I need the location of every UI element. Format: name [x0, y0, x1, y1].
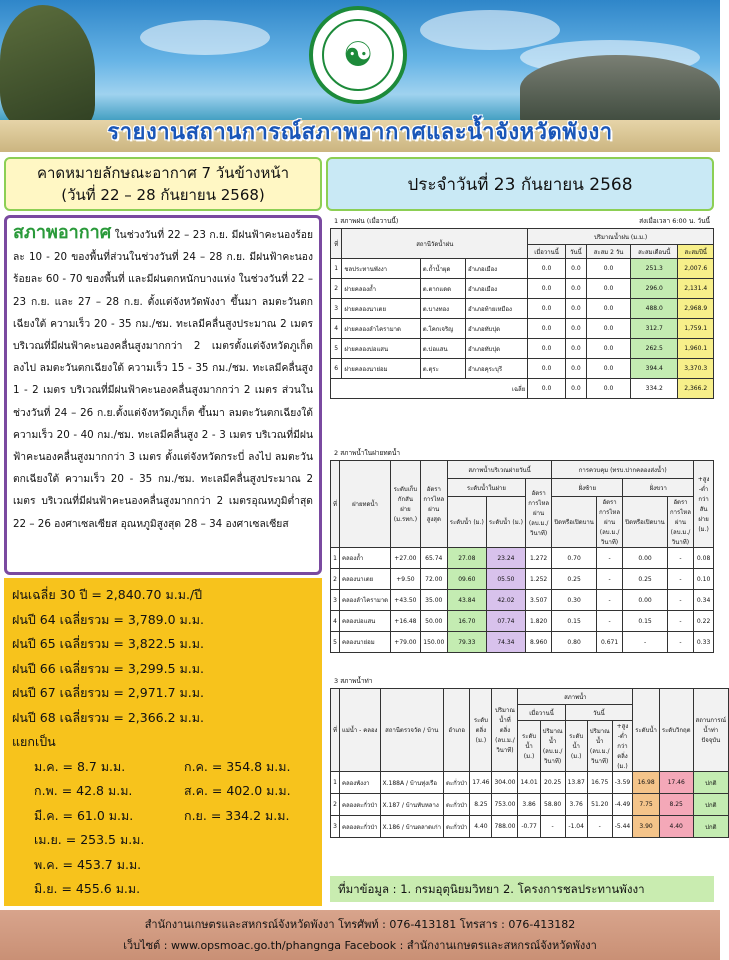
table-cell: 0.0 [565, 379, 586, 399]
table-cell: 72.00 [420, 569, 447, 590]
footer-links: เว็บไซต์ : www.opsmoac.go.th/phangnga Facebook : สำนักงานเกษตรและสหกรณ์จังหวัดพังงา [123, 939, 597, 952]
footer [0, 910, 720, 960]
table-cell: 0.33 [694, 632, 714, 653]
table-cell: ปกติ [693, 816, 729, 838]
header-banner [0, 0, 720, 152]
table-header: ปริมาณน้ำ (ลบ.ม./วินาที) [540, 721, 565, 772]
table-row [331, 299, 714, 319]
table-cell: ต.บางทอง [420, 299, 465, 319]
table-row [331, 794, 729, 816]
table-cell: 0.0 [565, 359, 586, 379]
table-cell: 16.70 [447, 611, 486, 632]
table-cell: อำเภอเมือง [465, 279, 527, 299]
table-cell: คลองบ่อแสน [339, 611, 390, 632]
table-header: สถานการณ์น้ำท่าปัจจุบัน [693, 689, 729, 772]
table-cell: - [667, 569, 693, 590]
rain-line: ฝนปี 64 เฉลี่ยรวม = 3,789.0 ม.ม. [12, 611, 204, 627]
table-cell: คลองลำไครามาด [339, 590, 390, 611]
table-cell: 8.25 [659, 794, 693, 816]
month-rain: ส.ค. = 402.0 ม.ม. [184, 783, 291, 798]
table-cell: ต.ตากแดด [420, 279, 465, 299]
table-cell: 0.0 [528, 279, 566, 299]
month-rain: มิ.ย. = 455.6 ม.ม. [34, 881, 141, 896]
table-cell: 17.46 [659, 772, 693, 794]
table-row [331, 339, 714, 359]
table-cell: 2,007.6 [678, 259, 714, 279]
table-cell: 4.40 [470, 816, 492, 838]
table-header: ฝั่งซ้าย [552, 479, 623, 497]
table-header: เมื่อวานนี้ [518, 705, 565, 721]
table-cell: คลองพังงา [339, 772, 380, 794]
table-cell: 3 [331, 299, 342, 319]
table-cell: 16.98 [633, 772, 660, 794]
table-cell: 2 [331, 279, 342, 299]
table-cell: 0.25 [552, 569, 597, 590]
table-cell: 8.25 [470, 794, 492, 816]
table-header: สะสมปีนี้ [678, 245, 714, 259]
table-cell: อำเภอทับปุด [465, 319, 527, 339]
rain-line: ฝนปี 68 เฉลี่ยรวม = 2,366.2 ม.ม. [12, 709, 204, 725]
table-row [331, 632, 714, 653]
table-header: ฝายทดน้ำ [339, 461, 390, 548]
table-cell: ต.โคกเจริญ [420, 319, 465, 339]
table-header: อัตราการไหลผ่าน (ลบ.ม./วินาที) [667, 497, 693, 548]
table-cell: -1.04 [565, 816, 587, 838]
table-cell: 1 [331, 772, 340, 794]
table-cell: คลองถ้ำ [339, 548, 390, 569]
table-cell: 0.0 [565, 339, 586, 359]
month-rain [162, 877, 312, 902]
avg-label: เฉลี่ย [331, 379, 528, 399]
table-cell: - [667, 611, 693, 632]
table-cell: 488.0 [631, 299, 678, 319]
table-cell: 50.00 [420, 611, 447, 632]
table-cell: - [667, 590, 693, 611]
table-cell: 2,968.9 [678, 299, 714, 319]
table-cell: อำเภอคุระบุรี [465, 359, 527, 379]
table-header: ระดับน้ำ (ม.) [447, 497, 486, 548]
table-header: วันนี้ [565, 245, 586, 259]
data-source: ที่มาข้อมูล : 1. กรมอุตุนิยมวิทยา 2. โครงการชลประทานพังงา [330, 876, 714, 902]
weather-body: ในช่วงวันที่ 22 – 23 ก.ย. มีฝนฟ้าคะนองร้อยละ 10 - 20 ของพื้นที่ส่วนในช่วงวันที่ 24 – 28 ก.ย. มีฝนฟ้าคะนองร้อยละ 60 - 70 ของพื้นที่ และมีฝนตกหนักบางแห่ง ในช่วงวันที่ 22 – 23 ก.ย. และ 27 – 28 ก.ย. ตั้งแต่จังหวัดพังงา ขึ้นมา ลมตะวันตกเฉียงใต้ ความเร็ว 20 - 35 กม./ชม. ทะเลมีคลื่นสูงประมาณ 2 เมตร บริเวณที่มีฝนฟ้าคะนองคลื่นสูงมากกว่า 2 เมตรตั้งแต่จังหวัดภูเก็ต ลงไป ลมตะวันตกเฉียงใต้ ความเร็ว 15 - 35 กม./ชม. ทะเลมีคลื่นสูง 1 - 2 เมตร บริเวณที่มีฝนฟ้าคะนองคลื่นสูงมากกว่า 2 เมตร ส่วนในช่วงวันที่ 24 – 26 ก.ย.ตั้งแต่จังหวัดภูเก็ต ขึ้นมา ลมตะวันตกเฉียงใต้ ความเร็ว 20 - 40 กม./ชม. ทะเลมีคลื่นสูง 2 - 3 เมตร บริเวณที่มีฝนฟ้าคะนองคลื่นสูงมากกว่า 3 เมตร ตั้งแต่จังหวัดกระบี่ ลงไป ลมตะวันตกเฉียงใต้ ความเร็ว 20 - 35 กม./ชม. ทะเลมีคลื่นสูงประมาณ 2 เมตร บริเวณที่มีฝนฟ้าคะนองคลื่นสูงมากกว่า 2 เมตรอุณหภูมิต่ำสุด 22 – 26 องศาเซลเซียส อุณหภูมิสูงสุด 28 – 34 องศาเซลเซียส [13, 229, 313, 530]
table-cell: 788.00 [492, 816, 518, 838]
table-cell: 43.84 [447, 590, 486, 611]
table-cell: คลองนาเตย [339, 569, 390, 590]
table-cell: คลองนาย่อม [339, 632, 390, 653]
table-cell: 5 [331, 339, 342, 359]
table-cell: 304.00 [492, 772, 518, 794]
table-header: สภาพน้ำบริเวณฝายวันนี้ [447, 461, 552, 479]
table-row [331, 816, 729, 838]
table-header: ที่ [331, 229, 342, 259]
table-cell: -5.44 [612, 816, 633, 838]
table-cell: 0.0 [586, 379, 630, 399]
table-cell: +9.50 [391, 569, 421, 590]
section-title: 1 สภาพฝน (เมื่อวานนี้) [334, 217, 399, 225]
table-cell: - [596, 590, 622, 611]
table-cell: 0.0 [586, 299, 630, 319]
table-cell: 0.15 [552, 611, 597, 632]
table-cell: 0.0 [528, 359, 566, 379]
table-row [331, 548, 714, 569]
table-cell: 0.0 [528, 259, 566, 279]
table-cell: ต.บ่อแสน [420, 339, 465, 359]
table-cell: 3 [331, 816, 340, 838]
table-row [331, 259, 714, 279]
table-cell: 3.90 [633, 816, 660, 838]
table-header: +สูง -ต่ำกว่าตลิ่ง (ม.) [612, 721, 633, 772]
table-cell: 0.10 [694, 569, 714, 590]
weir-table [330, 460, 714, 653]
table-header: สะสมเดือนนี้ [631, 245, 678, 259]
rain-line: ฝนปี 65 เฉลี่ยรวม = 3,822.5 ม.ม. [12, 636, 204, 651]
table-cell: 334.2 [631, 379, 678, 399]
cloud-decor [420, 10, 560, 50]
ministry-seal-icon: ☯ [309, 6, 407, 104]
footer-contact: สำนักงานเกษตรและสหกรณ์จังหวัดพังงา โทรศัพท์ : 076-413181 โทรสาร : 076-413182 [144, 918, 576, 931]
table-cell: 16.75 [587, 772, 612, 794]
table-cell: ปกติ [693, 794, 729, 816]
table-header: ปริมาณน้ำที่ตลิ่ง (ลบ.ม./วินาที) [492, 689, 518, 772]
table-cell: 0.0 [586, 339, 630, 359]
table-cell: 0.0 [528, 319, 566, 339]
table-cell: คลองตะกั่วป่า [339, 816, 380, 838]
table-cell: 20.25 [540, 772, 565, 794]
table-cell: ตะกั่วป่า [443, 794, 469, 816]
table-header: ปริมาณน้ำ (ลบ.ม./วินาที) [587, 721, 612, 772]
table-cell: 1 [331, 548, 340, 569]
table-cell: X.187 / บ้านทับหลาง [380, 794, 443, 816]
table-cell: 0.0 [586, 359, 630, 379]
weather-description [4, 215, 322, 575]
table-cell: 4 [331, 611, 340, 632]
section-title: 3 สภาพน้ำท่า [334, 677, 373, 685]
month-rain: มี.ค. = 61.0 ม.ม. [34, 807, 134, 823]
table-cell: 0.0 [528, 299, 566, 319]
table-cell: +27.00 [391, 548, 421, 569]
table-header: ที่ [331, 461, 340, 548]
table-cell: ฝายคลองนาย่อม [342, 359, 420, 379]
table-header: ปิดหรือเปิดบาน [623, 497, 668, 548]
rain-line: ฝนเฉลี่ย 30 ปี = 2,840.70 ม.ม./ปี [12, 587, 203, 602]
table-cell: 51.20 [587, 794, 612, 816]
table-cell: 0.22 [694, 611, 714, 632]
page-title: รายงานสถานการณ์สภาพอากาศและน้ำจังหวัดพังงา [107, 120, 613, 145]
table-row [331, 569, 714, 590]
table-cell: 0.00 [623, 548, 668, 569]
table-cell: 0.80 [552, 632, 597, 653]
table-header: อัตราการไหลผ่าน (ลบ.ม./วินาที) [596, 497, 622, 548]
table-header: ระดับน้ำ [633, 689, 660, 772]
table-cell: 0.0 [565, 279, 586, 299]
table-cell: 27.08 [447, 548, 486, 569]
table-cell: 3 [331, 590, 340, 611]
rain-section [330, 214, 714, 399]
island-rock-decor [0, 5, 95, 130]
table-cell: 0.15 [623, 611, 668, 632]
table-cell: ฝายคลองนาเตย [342, 299, 420, 319]
table-cell: ต.ถ้ำน้ำผุด [420, 259, 465, 279]
table-cell: 312.7 [631, 319, 678, 339]
table-cell: 2,366.2 [678, 379, 714, 399]
table-cell: 0.30 [552, 590, 597, 611]
month-rain: เม.ย. = 253.5 ม.ม. [34, 832, 145, 847]
table-cell: 3.507 [525, 590, 551, 611]
table-cell: - [596, 548, 622, 569]
rain-line: แยกเป็น [12, 734, 56, 749]
table-cell: 13.87 [565, 772, 587, 794]
table-cell: 23.24 [486, 548, 525, 569]
table-cell: ปกติ [693, 772, 729, 794]
table-cell: 14.01 [518, 772, 540, 794]
table-header: ระดับน้ำ (ม.) [486, 497, 525, 548]
table-cell: 296.0 [631, 279, 678, 299]
table-cell: -3.59 [612, 772, 633, 794]
runoff-table [330, 688, 729, 838]
table-cell: 5 [331, 632, 340, 653]
table-cell: 0.34 [694, 590, 714, 611]
section-title: 2 สภาพน้ำในฝายทดน้ำ [334, 449, 400, 457]
forecast-line-2: (วันที่ 22 – 28 กันยายน 2568) [61, 186, 265, 204]
table-cell: ฝายคลองถ้ำ [342, 279, 420, 299]
table-cell: 09.60 [447, 569, 486, 590]
table-cell: 2,131.4 [678, 279, 714, 299]
rain-line: ฝนปี 66 เฉลี่ยรวม = 3,299.5 ม.ม. [12, 660, 204, 676]
time-note: ส่งเมื่อเวลา 6:00 น. วันนี้ [639, 217, 710, 225]
table-cell: 74.34 [486, 632, 525, 653]
table-header: การควบคุม (ทรบ.ปากคลองส่งน้ำ) [552, 461, 694, 479]
rain-line: ฝนปี 67 เฉลี่ยรวม = 2,971.7 ม.ม. [12, 685, 204, 700]
table-cell: 4 [331, 319, 342, 339]
forecast-heading [4, 157, 322, 211]
table-header: วันนี้ [565, 705, 633, 721]
table-cell: 1.820 [525, 611, 551, 632]
table-cell: 0.0 [586, 259, 630, 279]
table-cell: 05.50 [486, 569, 525, 590]
table-cell: 6 [331, 359, 342, 379]
table-cell: ฝายคลองบ่อแสน [342, 339, 420, 359]
table-cell: ตะกั่วป่า [443, 816, 469, 838]
month-rain: ก.ค. = 354.8 ม.ม. [184, 758, 291, 774]
table-cell: - [667, 632, 693, 653]
table-cell: 0.00 [623, 590, 668, 611]
table-cell: 07.74 [486, 611, 525, 632]
table-cell: 3.76 [565, 794, 587, 816]
rain-table [330, 228, 714, 399]
data-report-document [330, 214, 727, 874]
table-header: สภาพน้ำ [518, 689, 633, 705]
table-cell: ชลประทานพังงา [342, 259, 420, 279]
table-cell: 1.272 [525, 548, 551, 569]
month-rain: พ.ค. = 453.7 ม.ม. [34, 856, 142, 872]
table-cell: 3.86 [518, 794, 540, 816]
table-cell: 2 [331, 569, 340, 590]
table-cell: 0.70 [552, 548, 597, 569]
table-cell: 394.4 [631, 359, 678, 379]
weir-section [330, 446, 714, 653]
table-header: อัตราการไหลผ่านสูงสุด [420, 461, 447, 548]
table-cell: 65.74 [420, 548, 447, 569]
table-cell: 7.75 [633, 794, 660, 816]
table-cell: 0.08 [694, 548, 714, 569]
table-cell: 0.0 [586, 319, 630, 339]
table-row [331, 772, 729, 794]
table-cell: คลองตะกั่วป่า [339, 794, 380, 816]
table-cell: อำเภอทับปุด [465, 339, 527, 359]
table-cell: 150.00 [420, 632, 447, 653]
table-row [331, 590, 714, 611]
month-rain: ก.ย. = 334.2 ม.ม. [184, 807, 290, 823]
table-cell: X.188A / บ้านทุ่งเรือ [380, 772, 443, 794]
table-cell: 0.0 [565, 319, 586, 339]
monthly-rain-grid [12, 755, 314, 902]
table-cell: X.186 / บ้านตลาดเก่า [380, 816, 443, 838]
table-cell: 42.02 [486, 590, 525, 611]
table-header: ระดับเก็บกักสันฝาย (ม.รทก.) [391, 461, 421, 548]
table-cell: 2 [331, 794, 340, 816]
table-cell: อำเภอเมือง [465, 259, 527, 279]
table-cell: 0.0 [586, 279, 630, 299]
table-cell: 3,370.3 [678, 359, 714, 379]
table-cell: 1 [331, 259, 342, 279]
table-cell: 4.40 [659, 816, 693, 838]
month-rain: ก.พ. = 42.8 ม.ม. [34, 783, 133, 798]
rainfall-summary [4, 578, 322, 906]
month-rain [162, 828, 312, 853]
table-header: อำเภอ [443, 689, 469, 772]
runoff-section [330, 674, 727, 838]
table-cell: 35.00 [420, 590, 447, 611]
table-cell: +79.00 [391, 632, 421, 653]
table-header: ที่ [331, 689, 340, 772]
table-header: สถานีวัดน้ำฝน [342, 229, 528, 259]
table-cell: 1,960.1 [678, 339, 714, 359]
table-cell: - [540, 816, 565, 838]
table-header: ระดับน้ำ (ม.) [518, 721, 540, 772]
table-cell: - [667, 548, 693, 569]
table-header: สะสม 2 วัน [586, 245, 630, 259]
table-cell: 251.3 [631, 259, 678, 279]
table-header: ปริมาณน้ำฝน (ม.ม.) [528, 229, 714, 245]
table-header: +สูง -ต่ำกว่า สันฝาย (ม.) [694, 461, 714, 548]
table-cell: +16.48 [391, 611, 421, 632]
table-row [331, 319, 714, 339]
table-cell: +43.50 [391, 590, 421, 611]
table-header: ระดับตลิ่ง (ม.) [470, 689, 492, 772]
table-cell: ต.ตุระ [420, 359, 465, 379]
table-row [331, 279, 714, 299]
table-cell: - [596, 611, 622, 632]
table-cell: 8.960 [525, 632, 551, 653]
table-row [331, 359, 714, 379]
table-cell: 0.0 [565, 299, 586, 319]
table-cell: 1.252 [525, 569, 551, 590]
forecast-line-1: คาดหมายลักษณะอากาศ 7 วันข้างหน้า [36, 164, 290, 182]
report-date: ประจำวันที่ 23 กันยายน 2568 [326, 157, 714, 211]
table-cell: ตะกั่วป่า [443, 772, 469, 794]
table-cell: 17.46 [470, 772, 492, 794]
table-header: ระดับน้ำในฝาย [447, 479, 525, 497]
table-cell: 753.00 [492, 794, 518, 816]
table-header: ปิดหรือเปิดบาน [552, 497, 597, 548]
table-cell: 0.0 [565, 259, 586, 279]
table-cell: 58.80 [540, 794, 565, 816]
table-cell: 79.33 [447, 632, 486, 653]
table-cell: 0.0 [528, 339, 566, 359]
month-rain [162, 853, 312, 878]
table-header: ระดับน้ำ (ม.) [565, 721, 587, 772]
table-cell: ฝายคลองลำไครามาด [342, 319, 420, 339]
table-cell: อำเภอท้ายเหมือง [465, 299, 527, 319]
table-cell: -0.77 [518, 816, 540, 838]
table-header: ระดับวิกฤต [659, 689, 693, 772]
table-cell: 1,759.1 [678, 319, 714, 339]
table-header: เมื่อวานนี้ [528, 245, 566, 259]
table-header: ฝั่งขวา [623, 479, 694, 497]
table-row [331, 611, 714, 632]
table-header: อัตราการไหลผ่าน (ลบ.ม./วินาที) [525, 479, 551, 548]
table-cell: - [596, 569, 622, 590]
table-cell: - [587, 816, 612, 838]
cloud-decor [140, 20, 270, 55]
table-cell: 0.25 [623, 569, 668, 590]
table-cell: 0.671 [596, 632, 622, 653]
month-rain: ม.ค. = 8.7 ม.ม. [34, 758, 126, 774]
table-header: แม่น้ำ - คลอง [339, 689, 380, 772]
weather-title: สภาพอากาศ [13, 222, 112, 243]
table-cell: 0.0 [528, 379, 566, 399]
table-header: สถานีตรวจวัด / บ้าน [380, 689, 443, 772]
table-cell: -4.49 [612, 794, 633, 816]
table-cell: 262.5 [631, 339, 678, 359]
table-cell: - [623, 632, 668, 653]
